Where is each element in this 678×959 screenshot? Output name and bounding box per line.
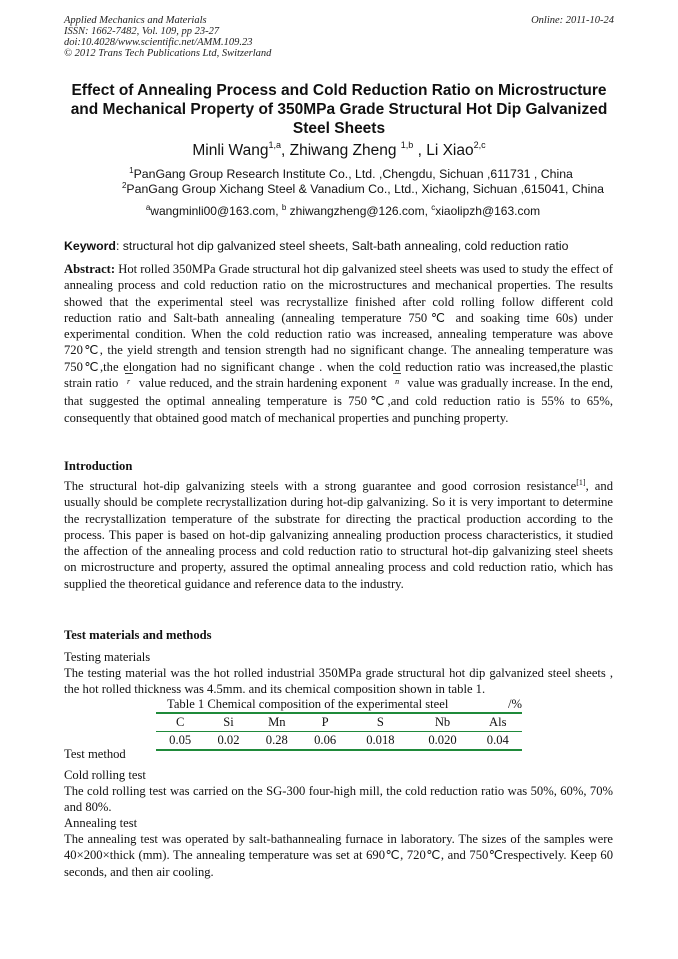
affiliation-2-text: PanGang Group Xichang Steel & Vanadium Co., Ltd., Xichang, Sichuan ,615041, China [126,182,605,196]
journal-name: Applied Mechanics and Materials [64,15,207,26]
keywords-text: : structural hot dip galvanized steel sheets, Salt-bath annealing, cold reduction ratio [115,239,569,253]
email-a-sup: a [145,203,151,212]
introduction-text-2: , and usually should be complete recrystallization during hot-dip galvanizing. So it is very important to determine the recrystallization temperature of the substrate for directing the practical production according to the process. This paper is based on hot-dip galvanizing annealing production process characteristics, it studied the affection of the annealing process and cold reduction ratio to structural hot-dip galvanizing steel sheets on microstructure and property, assured the optimal annealing process and cold reduction ratio, which has supplied the theoretical guidance and reference data to the industry. [64,479,613,591]
n-bar-symbol: n [390,374,404,390]
test-method-subheading: Test method [64,747,126,761]
table-1-value-cell: 0.018 [349,732,411,751]
introduction-text [64,478,613,592]
table-1-header-cell: Nb [411,713,473,732]
table-1-header-cell: Als [474,713,522,732]
author-3-sup: 2,c [473,140,486,150]
table-1-value-cell: 0.02 [204,732,252,751]
title-line-1: Effect of Annealing Process and Cold Reduction Ratio on Microstructure [71,82,607,99]
author-emails [4,204,678,219]
table-1-header-cell: S [349,713,411,732]
table-1-header-cell: Mn [253,713,301,732]
introduction-text-1: The structural hot-dip galvanizing steels with a strong guarantee and good corrosion resistance [64,479,577,493]
online-date: Online: 2011-10-24 [531,15,614,26]
keywords [64,239,619,254]
email-c-sup: c [431,203,436,212]
affiliation-2 [24,182,678,197]
email-c[interactable]: xiaolipzh@163.com [435,204,541,218]
table-1-unit: /% [508,697,522,711]
table-1-value-cell: 0.05 [156,732,204,751]
author-1-sup: 1,a [268,140,281,150]
testing-materials-subheading: Testing materials [64,650,151,664]
affiliation-1 [12,167,678,182]
abstract-text-3: value was gradually increase. In the end, that suggested the optimal annealing temperature is 750℃,and cold reduction ratio is 55% to 65%, consequently that obtained good match of mechanical properties and punching property. [64,376,614,425]
paper-title [50,81,628,138]
affiliation-2-sup: 2 [121,181,127,190]
affiliation-1-text: PanGang Group Research Institute Co., Ltd. ,Chengdu, Sichuan ,611731 , China [133,167,573,181]
author-2: , Zhiwang Zheng [281,142,401,159]
copyright: © 2012 Trans Tech Publications Ltd, Switzerland [64,48,272,59]
abstract-text-2: value reduced, and the strain hardening exponent [135,376,391,391]
author-3: , Li Xiao [413,142,474,159]
table-1-value-cell: 0.020 [411,732,473,751]
table-1-header-cell: C [156,713,204,732]
r-bar-symbol: r [122,374,136,390]
introduction-ref[interactable]: [1] [576,477,586,487]
abstract [64,261,613,426]
annealing-subheading: Annealing test [64,816,138,830]
table-1-header-row [156,713,522,732]
doi: doi:10.4028/www.scientific.net/AMM.109.23 [64,37,253,48]
email-b[interactable]: zhiwangzheng@126.com, [286,204,432,218]
testing-materials-text: The testing material was the hot rolled industrial 350MPa grade structural hot dip galvanized steel sheets , the hot rolled thickness was 4.5mm. and its chemical composition shown in table 1. [64,666,613,697]
email-b-sup: b [281,203,287,212]
author-1: Minli Wang [192,142,269,159]
abstract-label: Abstract: [64,262,116,276]
title-line-3: Steel Sheets [292,120,386,137]
author-2-sup: 1,b [400,140,414,150]
table-1-caption: Table 1 Chemical composition of the experimental steel [167,697,449,711]
issn: ISSN: 1662-7482, Vol. 109, pp 23-27 [64,26,220,37]
email-a[interactable]: wangminli00@163.com, [150,204,282,218]
abstract-text-1: Hot rolled 350MPa Grade structural hot dip galvanized steel sheets was used to study the effect of annealing process and cold reduction ratio on the microstructures and mechanical properties. The results showed that the experimental steel was recrystallize finished after cold rolling follow different cold reduction ratio and Salt-bath annealing (annealing temperature 750℃ and soaking time 60s) under experimental condition. When the cold reduction ratio was increased, annealing temperature was above 720℃, the yield strength and tension strength had no significant change. The annealing temperature was 750℃,the elongation had no significant change . when the cold reduction ratio was increased,the plastic strain ratio [64,262,613,391]
table-1-header-cell: P [301,713,349,732]
table-1-header-cell: Si [204,713,252,732]
keywords-label: Keyword [64,239,116,253]
introduction-heading: Introduction [64,459,133,473]
title-line-2: and Mechanical Property of 350MPa Grade Structural Hot Dip Galvanized [70,101,608,118]
methods-heading: Test materials and methods [64,628,212,642]
table-1-value-cell: 0.28 [253,732,301,751]
annealing-text: The annealing test was operated by salt-bathannealing furnace in laboratory. The sizes of the samples were 40×200×thick (mm). The annealing temperature was set at 690℃, 720℃, and 750℃respectively. Keep 60 seconds, and then air cooling. [64,832,613,879]
table-1-value-cell: 0.04 [474,732,522,751]
journal-header [64,15,271,59]
cold-rolling-text: The cold rolling test was carried on the SG-300 four-high mill, the cold reduction ratio was 50%, 60%, 70% and 80%. [64,784,613,815]
affiliation-1-sup: 1 [129,166,134,175]
author-list [0,141,678,161]
cold-rolling-subheading: Cold rolling test [64,768,146,782]
table-1-value-cell: 0.06 [301,732,349,751]
